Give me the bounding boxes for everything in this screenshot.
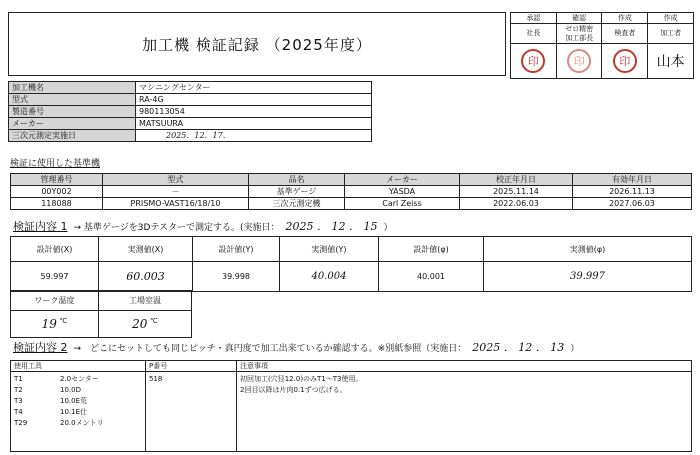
column-header: 実測値(Y) — [280, 237, 379, 262]
table-cell: － — [103, 186, 249, 198]
table-row — [9, 82, 372, 94]
column-header: 使用工具 — [11, 361, 146, 372]
column-header: 工場室温 — [99, 291, 192, 311]
column-header: 実測値(X) — [99, 237, 193, 262]
table-cell: PRISMO-VAST16/18/10 — [103, 198, 249, 210]
room-temperature: 20 — [132, 317, 148, 331]
table-header-row — [11, 237, 692, 262]
table-cell: 118088 — [11, 198, 103, 210]
approval-header: 作成 — [602, 13, 648, 24]
approval-stamp-cell — [648, 44, 694, 79]
approval-header: 承認 — [511, 13, 557, 24]
table-row — [9, 94, 372, 106]
seal-stamp: 印 — [613, 49, 637, 73]
table-header-row — [11, 291, 192, 311]
table-row — [9, 130, 372, 142]
table-cell: 2026.11.13 — [573, 186, 692, 198]
info-label: 加工機名 — [9, 82, 136, 94]
section1-heading — [13, 218, 393, 234]
approval-role: 社長 — [511, 24, 557, 44]
list-item: T29 20.0メントリ — [14, 419, 104, 427]
approval-role: 加工者 — [648, 24, 694, 44]
approval-header: 確認 — [556, 13, 602, 24]
section2-title: 検証内容 2 — [13, 341, 68, 354]
info-value: MATSUURA — [136, 118, 372, 130]
measurement-table — [10, 236, 692, 292]
handwritten-signature: 山本 — [656, 54, 685, 70]
column-header: 有効年月日 — [573, 174, 692, 186]
section2-description: → どこにセットしても同じピッチ・真円度で加工出来ているか確認する。※別紙参照（実施日： — [73, 344, 467, 354]
temperature-unit: ℃ — [149, 317, 158, 325]
design-value: 39.998 — [193, 262, 280, 292]
column-header: 型式 — [103, 174, 249, 186]
list-item: T4 10.1E仕 — [14, 408, 88, 416]
room-temperature-cell — [99, 311, 192, 338]
section2-heading — [13, 339, 579, 355]
info-label: 三次元測定実施日 — [9, 130, 136, 142]
approval-table — [510, 12, 694, 79]
table-row — [11, 186, 692, 198]
table-header-row — [11, 174, 692, 186]
column-header: 校正年月日 — [460, 174, 573, 186]
approval-role: 検査者 — [602, 24, 648, 44]
info-value: 2025．12．17． — [136, 130, 372, 142]
list-item: T3 10.0E荒 — [14, 397, 88, 405]
notes-cell — [237, 372, 692, 452]
section1-date: 2025 ． 12 ． 15 — [285, 220, 378, 233]
column-header: メーカー — [345, 174, 460, 186]
table-cell: 2027.06.03 — [573, 198, 692, 210]
info-label: メーカー — [9, 118, 136, 130]
tools-table — [10, 360, 692, 452]
column-header: ワーク温度 — [11, 291, 99, 311]
design-value: 40.001 — [379, 262, 484, 292]
design-value: 59.997 — [11, 262, 99, 292]
info-value: マシニングセンター — [136, 82, 372, 94]
list-item: T1 2.0センター — [14, 375, 99, 383]
approval-stamp-cell — [556, 44, 602, 79]
standards-table — [10, 173, 692, 210]
table-cell: Carl Zeiss — [345, 198, 460, 210]
table-row — [11, 262, 692, 292]
table-row — [9, 106, 372, 118]
seal-stamp: 印 — [521, 49, 545, 73]
info-value: 980113054 — [136, 106, 372, 118]
table-cell: 基準ゲージ — [249, 186, 345, 198]
column-header: 実測値(φ) — [484, 237, 692, 262]
standards-heading: 検証に使用した基準機 — [10, 159, 101, 169]
column-header: 品名 — [249, 174, 345, 186]
work-temperature-cell — [11, 311, 99, 338]
table-row — [9, 118, 372, 130]
section2-date: 2025 ． 12 ． 13 — [472, 341, 565, 354]
column-header: 注意事項 — [237, 361, 692, 372]
column-header: 設計値(φ) — [379, 237, 484, 262]
column-header: 管理番号 — [11, 174, 103, 186]
measured-value: 40.004 — [280, 262, 379, 292]
work-temperature: 19 — [41, 317, 57, 331]
table-row — [11, 198, 692, 210]
measured-value: 60.003 — [99, 262, 193, 292]
temperature-table — [10, 290, 192, 338]
approval-role: ゼロ精密 加工部長 — [556, 24, 602, 44]
approval-stamp-cell — [511, 44, 557, 79]
measured-value: 39.997 — [484, 262, 692, 292]
tool-list — [11, 372, 146, 452]
temperature-unit: ℃ — [59, 317, 68, 325]
note-line: 初回加工(穴径12.0)のみT1〜T3使用。 — [240, 375, 363, 383]
section1-description: → 基準ゲージを3Dテスターで測定する。(実施日： — [73, 223, 280, 233]
table-cell: 2022.06.03 — [460, 198, 573, 210]
info-label: 型式 — [9, 94, 136, 106]
document-title: 加工機 検証記録 （2025年度） — [8, 12, 506, 76]
table-row — [11, 372, 692, 452]
approval-header: 作成 — [648, 13, 694, 24]
table-cell: 2025.11.14 — [460, 186, 573, 198]
table-header-row — [11, 361, 692, 372]
info-label: 製造番号 — [9, 106, 136, 118]
column-header: 設計値(X) — [11, 237, 99, 262]
section1-close: ） — [383, 223, 393, 233]
table-cell: 00Y002 — [11, 186, 103, 198]
p-number: 518 — [146, 372, 237, 452]
table-cell: YASDA — [345, 186, 460, 198]
column-header: P番号 — [146, 361, 237, 372]
column-header: 設計値(Y) — [193, 237, 280, 262]
note-line: 2回目以降は片肉0.1ずつ広げる。 — [240, 386, 347, 394]
table-row — [11, 311, 192, 338]
seal-stamp: 印 — [567, 49, 591, 73]
table-cell: 三次元測定機 — [249, 198, 345, 210]
approval-stamp-cell — [602, 44, 648, 79]
section2-close: ） — [570, 344, 580, 354]
info-value: RA-4G — [136, 94, 372, 106]
list-item: T2 10.0D — [14, 386, 81, 394]
section1-title: 検証内容 1 — [13, 220, 68, 233]
machine-info-table — [8, 81, 372, 142]
